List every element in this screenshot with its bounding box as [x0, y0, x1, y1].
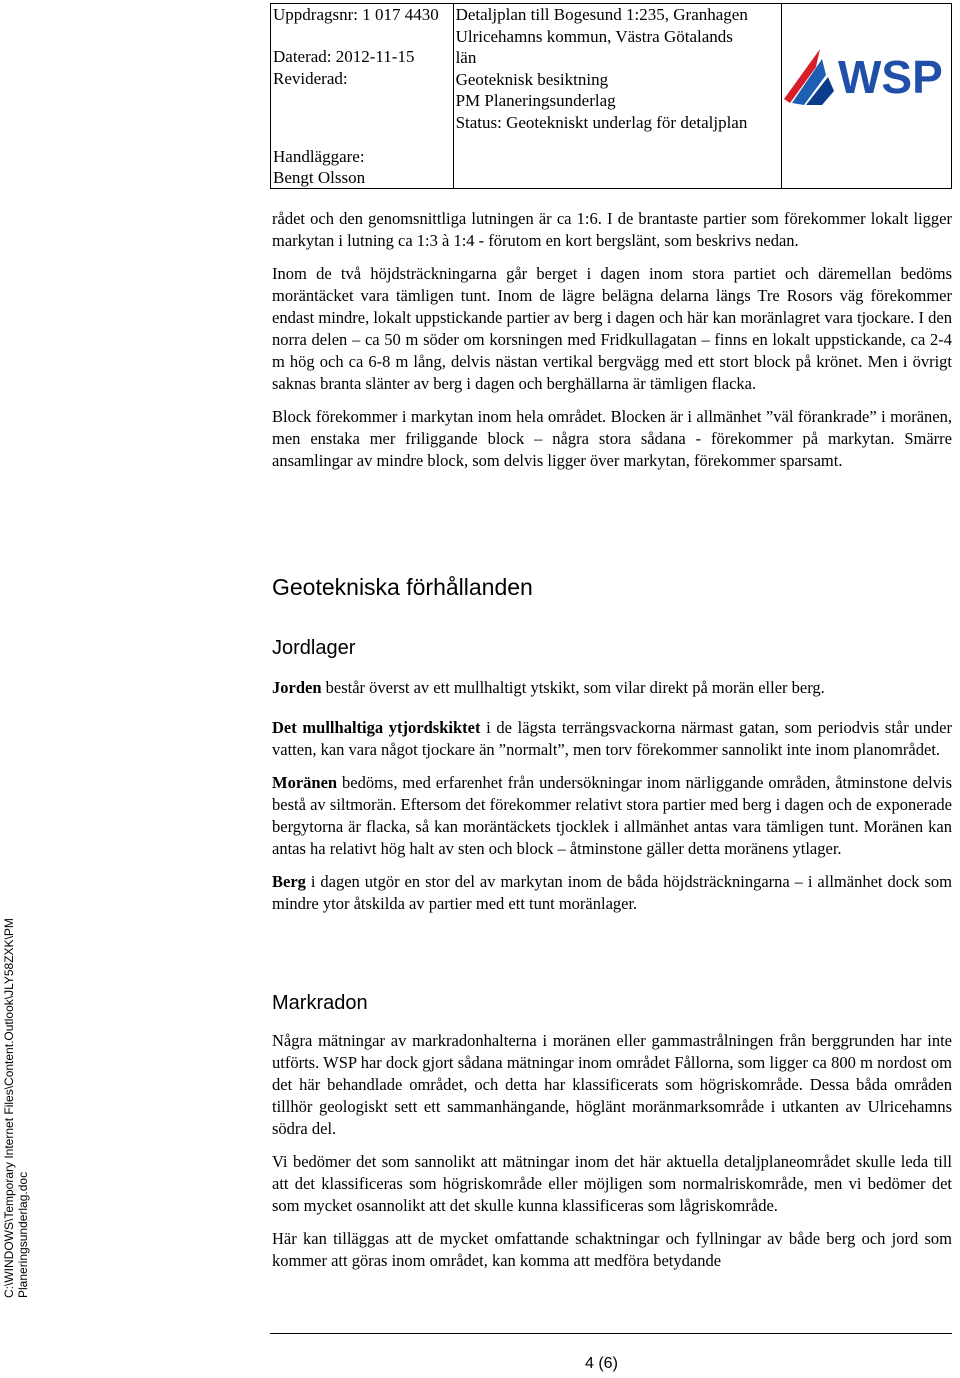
logo-text: WSP	[838, 51, 943, 103]
intro-text	[272, 208, 952, 483]
paragraph: Det mullhaltiga ytjordskiktet i de lägsta terrängsvackorna närmast gatan, som periodvis står under vatten, kan vara något tjockare än ”normalt”, men torv förekommer sannolikt inte inom planområdet.	[272, 718, 952, 759]
page-number: 4 (6)	[585, 1355, 618, 1372]
file-path: C:\WINDOWS\Temporary Internet Files\Content.Outlook\JLY58ZXK\PM Planeringsunderlag.doc	[2, 918, 30, 1298]
paragraph: Block förekommer i markytan inom hela området. Blocken är i allmänhet ”väl förankrade” i moränen, men enstaka mer friliggande block – några stora sådana - förekommer på markytan. Smärre ansamlingar av mindre block, som delvis ligger över markytan, förekommer sparsamt.	[272, 407, 952, 470]
header-left-cell	[271, 4, 454, 189]
paragraph: rådet och den genomsnittliga lutningen är ca 1:6. I de brantaste partier som förekommer lokalt ligger markytan i lutning ca 1:3 à 1:4 - förutom en kort bergslänt, som beskrivs nedan.	[272, 209, 952, 250]
project-number: Uppdragsnr: 1 017 4430	[273, 5, 439, 24]
date: Daterad: 2012-11-15	[273, 47, 415, 66]
subheading-jordlager: Jordlager	[272, 637, 356, 659]
paragraph: Inom de två höjdsträckningarna går berget i dagen inom stora partiet och däremellan bedöms moräntäcket vara tämligen tunt. Inom de lägre belägna delarna längs Tre Rosors väg förekommer endast mindre, lokalt uppstickande partier av berg i dagen och här kan moränlagret vara tjockare. I den norra delen – ca 50 m söder om korsningen med Fridkullagatan – finns en lokalt uppstickande, ca 2-4 m hög och ca 6-8 m lång, delvis nästan vertikal bergvägg med ett stort block på krönet. Men i övrigt saknas branta slänter av berg i dagen och berghällarna är tämligen flacka.	[272, 264, 952, 393]
handler: Handläggare: Bengt Olsson	[273, 147, 366, 187]
plan-title: Detaljplan till Bogesund 1:235, Granhagen	[455, 5, 748, 24]
paragraph: Vi bedömer det som sannolikt att mätningar inom det här aktuella detaljplaneområdet skulle leda till att det klassificeras som högriskområde eller möjligen som normalriskområde, men vi bedömer det som mycket osannolikt att det skulle kunna klassificeras som lågriskområde.	[272, 1152, 952, 1215]
pm-type: PM Planeringsunderlag	[455, 91, 616, 110]
markradon-text	[272, 1030, 952, 1283]
header-middle-cell	[453, 4, 782, 189]
inspection-type: Geoteknisk besiktning	[455, 69, 609, 89]
status: Status: Geotekniskt underlag för detaljplan	[455, 112, 748, 132]
paragraph: Här kan tilläggas att de mycket omfattande schaktningar och fyllningar av både berg och jord som kommer att göras inom området, kan komma att medföra betydande	[272, 1229, 952, 1270]
paragraph: Jorden består överst av ett mullhaltigt ytskikt, som vilar direkt på morän eller berg.	[272, 678, 825, 697]
revised: Reviderad:	[273, 69, 348, 88]
municipality: Ulricehamns kommun, Västra Götalands län	[455, 26, 733, 67]
jordlager-text	[272, 677, 952, 926]
section-heading: Geotekniska förhållanden	[272, 574, 533, 600]
paragraph: Berg i dagen utgör en stor del av markytan inom de båda höjdsträckningarna – i allmänhet dock som mindre ytor åtskilda av partier med ett tunt moränlager.	[272, 872, 952, 913]
footer-divider	[270, 1333, 952, 1334]
wsp-logo	[782, 47, 954, 107]
subheading-markradon: Markradon	[272, 992, 368, 1014]
paragraph: Några mätningar av markradonhalterna i moränen eller gammastrålningen från berggrunden har inte utförts. WSP har dock gjort sådana mätningar inom området Fållorna, som ligger ca 800 m nordost om det här behandlade området, och detta har klassificerats som högriskområde. Dessa båda områden tillhör geologiskt sett ett sammanhängande, höglänt moränmarksområde i utkanten av Ulricehamns södra del.	[272, 1031, 952, 1138]
paragraph: Moränen bedöms, med erfarenhet från undersökningar inom närliggande områden, åtminstone delvis bestå av siltmorän. Eftersom det förekommer relativt stora partier med berg i dagen och de exponerade bergytorna är flacka, så kan moräntäckets tjocklek i allmänhet antas vara tämligen tunt. Moränen kan antas ha relativt hög halt av sten och block – åtminstone gäller detta moränens ytlager.	[272, 773, 952, 858]
